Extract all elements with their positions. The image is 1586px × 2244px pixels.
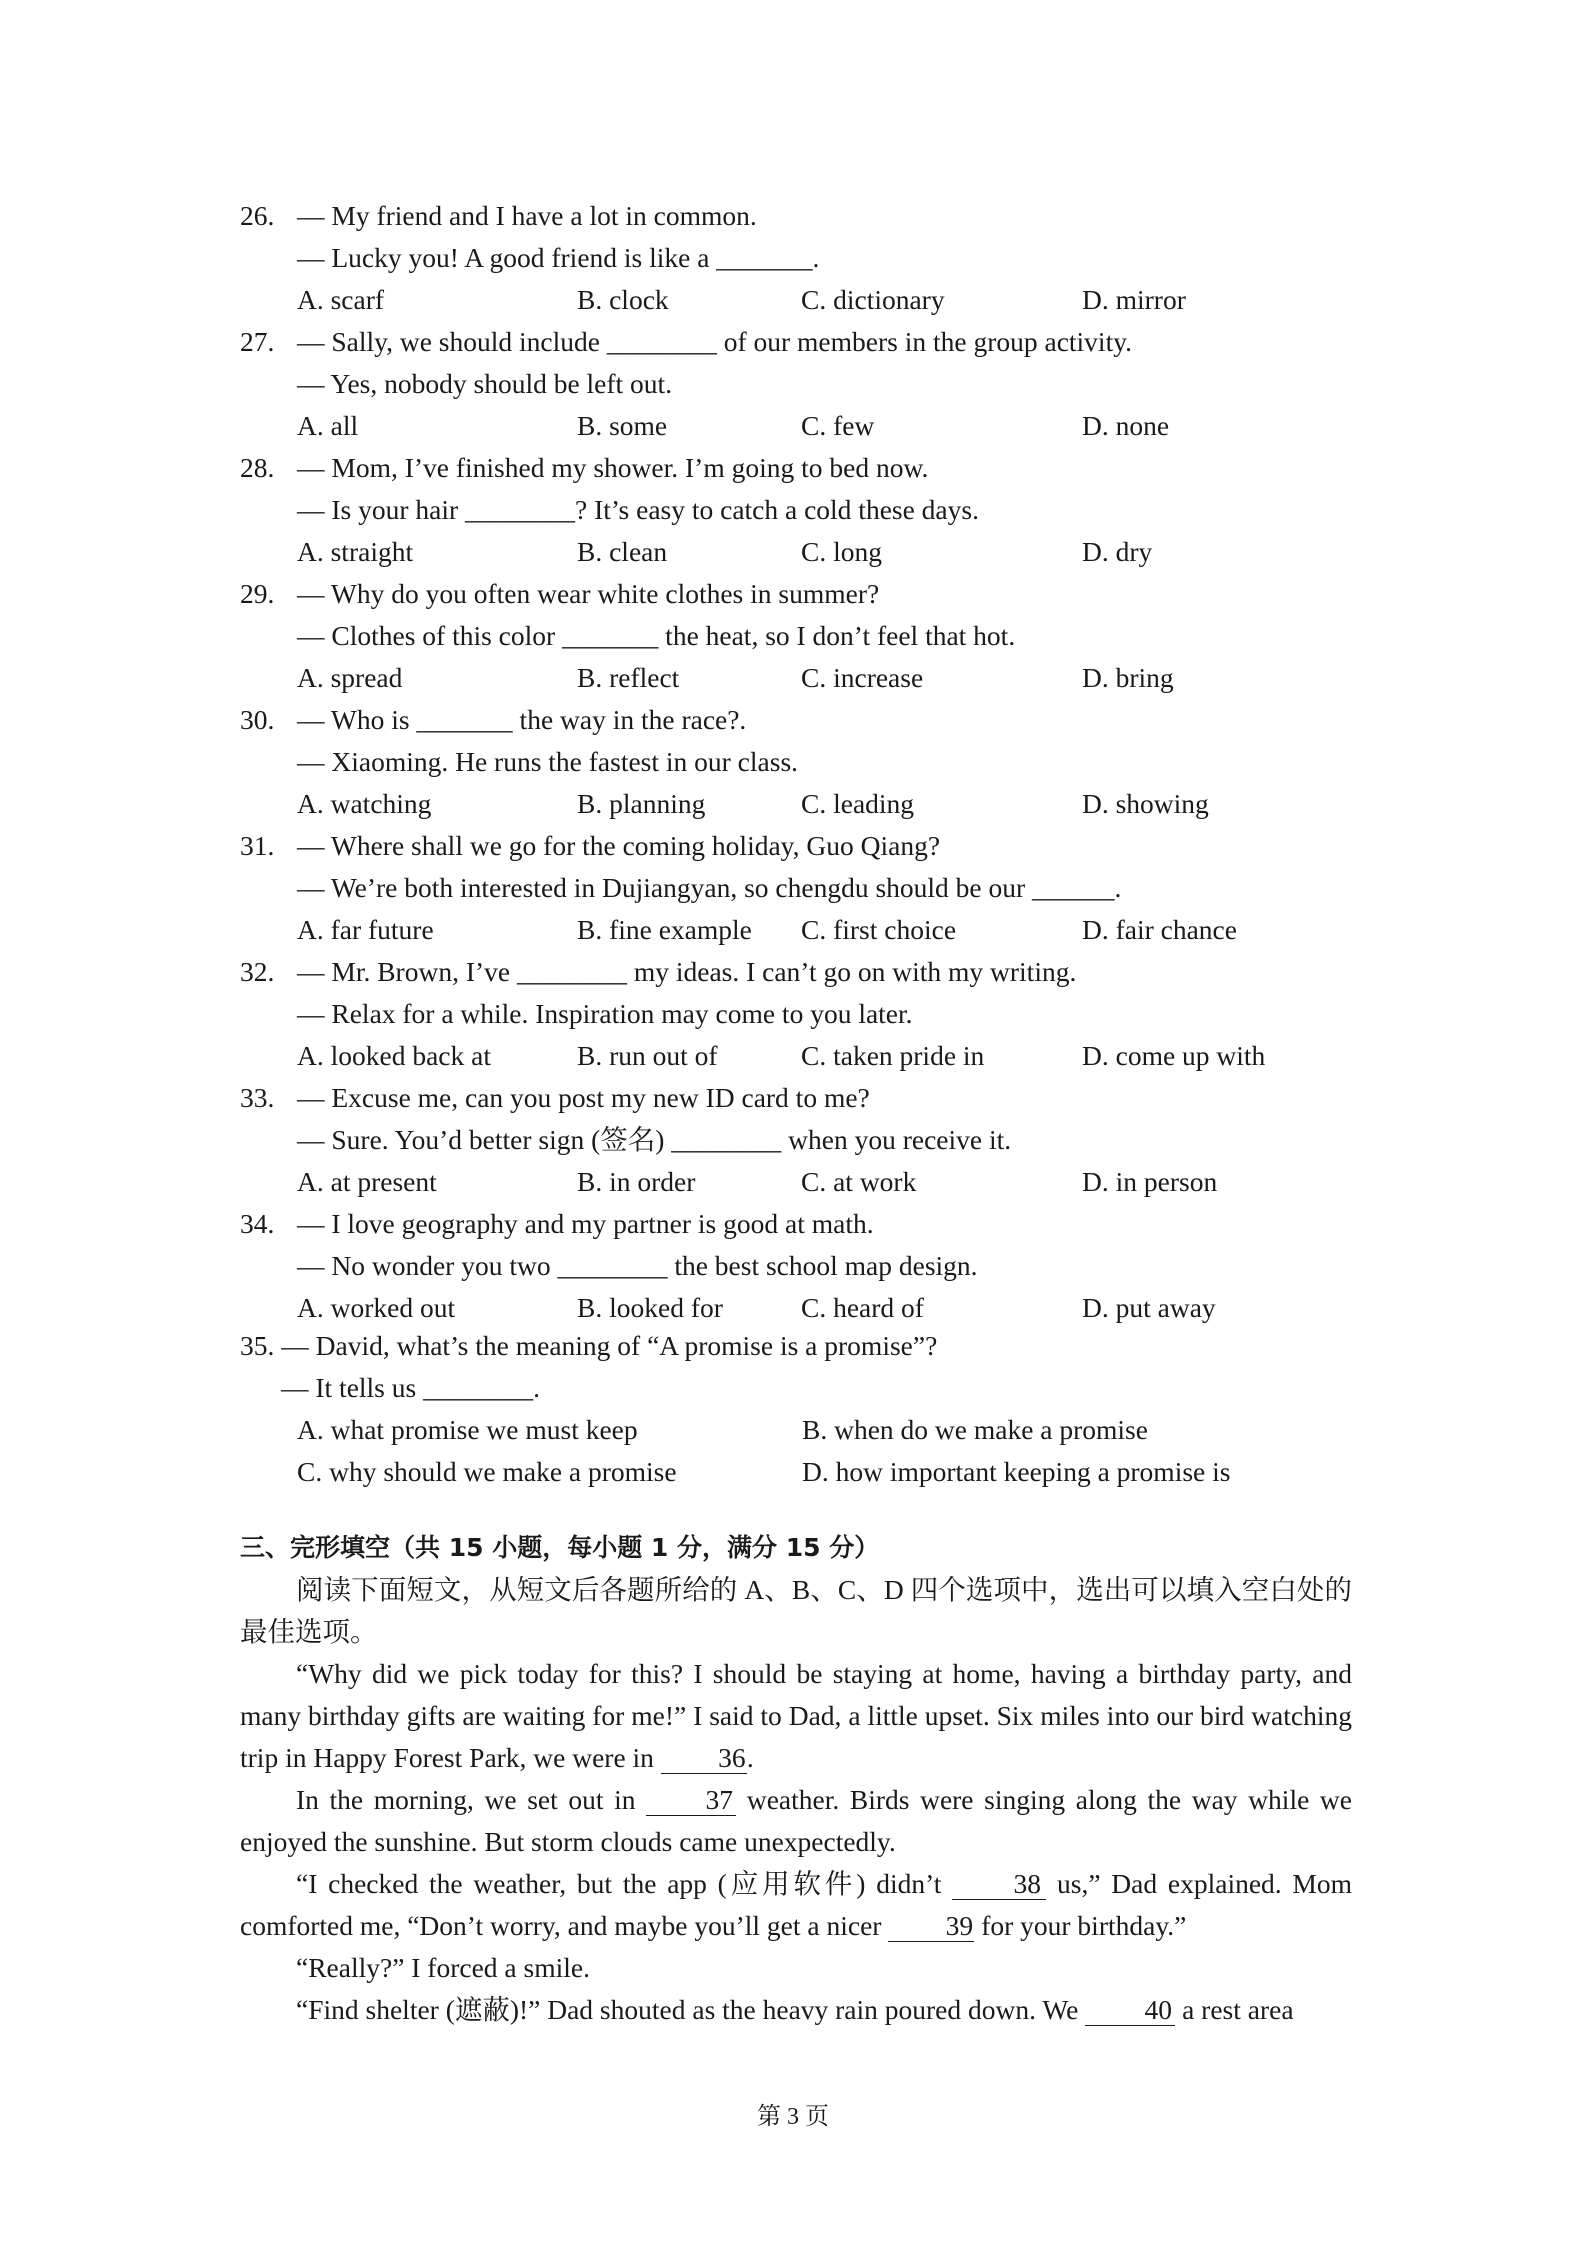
option: A. far future <box>297 914 434 945</box>
question-text: — Why do you often wear white clothes in summer? <box>297 578 880 609</box>
option: A. looked back at <box>297 1040 491 1071</box>
section-instruction: 阅读下面短文，从短文后各题所给的 A、B、C、D 四个选项中，选出可以填入空白处的最佳选项。 <box>240 1574 1352 1647</box>
passage-text: weather. Birds were singing along the way while we enjoyed the sunshine. But storm clouds came unexpectedly. <box>240 1784 1352 1857</box>
options-row <box>240 531 1370 573</box>
option: A. straight <box>297 536 414 567</box>
option: C. increase <box>801 662 924 693</box>
passage-text: “I checked the weather, but the app (应用软件) didn’t <box>296 1868 942 1899</box>
question-item <box>240 1077 1370 1203</box>
passage-text: for your birthday.” <box>981 1910 1187 1941</box>
option: D. dry <box>1082 536 1153 567</box>
question-line <box>240 1203 1370 1245</box>
question-text: — Sally, we should include ________ of our members in the group activity. <box>297 326 1133 357</box>
question-line: — Xiaoming. He runs the fastest in our class. <box>297 746 799 777</box>
options-row <box>240 1035 1370 1077</box>
blank-36: 36 <box>661 1743 747 1774</box>
option: C. at work <box>801 1166 917 1197</box>
options-row <box>240 1409 1370 1451</box>
question-line <box>240 825 1370 867</box>
options-row <box>240 279 1370 321</box>
option: B. reflect <box>577 662 680 693</box>
option: C. leading <box>801 788 915 819</box>
blank-37: 37 <box>646 1785 736 1816</box>
passage-paragraph <box>240 1989 1352 2031</box>
question-line <box>240 699 1370 741</box>
question-line: — It tells us ________. <box>281 1372 540 1403</box>
options-row <box>240 1451 1370 1493</box>
question-item <box>240 1203 1370 1329</box>
question-line <box>240 951 1370 993</box>
question-item <box>240 699 1370 825</box>
question-line: — We’re both interested in Dujiangyan, so chengdu should be our ______. <box>297 872 1122 903</box>
passage-paragraph: “Really?” I forced a smile. <box>296 1952 590 1983</box>
option: B. some <box>577 410 668 441</box>
option: A. at present <box>297 1166 437 1197</box>
question-item <box>240 951 1370 1077</box>
option: B. looked for <box>577 1292 723 1323</box>
question-line: — Clothes of this color _______ the heat, so I don’t feel that hot. <box>297 620 1016 651</box>
option: B. fine example <box>577 914 752 945</box>
passage-text: “Why did we pick today for this? I should be staying at home, having a birthday party, and many birthday gifts are waiting for me!” I said to Dad, a little upset. Six miles into our bird watching trip in Happy Forest Park, we were in <box>240 1658 1352 1773</box>
question-block <box>240 195 1370 1329</box>
page-number: 第 3 页 <box>757 2104 829 2130</box>
cloze-section <box>240 1527 1352 2031</box>
question-item <box>240 195 1370 321</box>
option: B. planning <box>577 788 706 819</box>
blank-40: 40 <box>1085 1995 1175 2026</box>
option: C. why should we make a promise <box>297 1456 677 1487</box>
option: C. long <box>801 536 882 567</box>
question-line <box>240 573 1370 615</box>
question-number: 34. <box>240 1208 275 1239</box>
question-number: 31. <box>240 830 275 861</box>
question-line: — Sure. You’d better sign (签名) ________ when you receive it. <box>297 1124 1012 1155</box>
passage-paragraph <box>240 1863 1352 1947</box>
passage-text: . <box>746 1742 754 1773</box>
question-item <box>240 825 1370 951</box>
question-line: 35. — David, what’s the meaning of “A promise is a promise”? <box>240 1330 938 1361</box>
options-row <box>240 1161 1370 1203</box>
question-line <box>240 447 1370 489</box>
question-text: — Excuse me, can you post my new ID card to me? <box>297 1082 870 1113</box>
question-line: — No wonder you two ________ the best school map design. <box>297 1250 978 1281</box>
passage-text: In the morning, we set out in <box>296 1784 636 1815</box>
question-line: — Is your hair ________? It’s easy to catch a cold these days. <box>297 494 979 525</box>
options-row <box>240 1287 1370 1329</box>
option: A. all <box>297 410 359 441</box>
option: D. showing <box>1082 788 1209 819</box>
question-text: — Where shall we go for the coming holiday, Guo Qiang? <box>297 830 941 861</box>
passage-text: us,” Dad explained. Mom comforted me, “Don’t worry, and maybe you’ll get a nicer <box>240 1868 1353 1941</box>
question-number: 29. <box>240 578 275 609</box>
option: D. mirror <box>1082 284 1186 315</box>
option: C. few <box>801 410 875 441</box>
option: B. in order <box>577 1166 696 1197</box>
blank-39: 39 <box>888 1911 974 1942</box>
blank-38: 38 <box>952 1869 1046 1900</box>
question-line <box>240 1077 1370 1119</box>
passage-text: a rest area <box>1182 1994 1294 2025</box>
option: D. in person <box>1082 1166 1218 1197</box>
option: B. clock <box>577 284 669 315</box>
question-number: 32. <box>240 956 275 987</box>
question-number: 33. <box>240 1082 275 1113</box>
question-number: 27. <box>240 326 275 357</box>
question-line <box>240 195 1370 237</box>
question-text: — Mom, I’ve finished my shower. I’m going to bed now. <box>297 452 929 483</box>
question-text: — I love geography and my partner is good at math. <box>297 1208 874 1239</box>
option: A. worked out <box>297 1292 456 1323</box>
option: D. bring <box>1082 662 1174 693</box>
question-text: — Who is _______ the way in the race?. <box>297 704 747 735</box>
option: D. fair chance <box>1082 914 1237 945</box>
options-row <box>240 405 1370 447</box>
question-line <box>240 321 1370 363</box>
option: B. run out of <box>577 1040 718 1071</box>
question-number: 26. <box>240 200 275 231</box>
question-item <box>240 447 1370 573</box>
question-35 <box>240 1325 1370 1493</box>
option: D. how important keeping a promise is <box>802 1456 1231 1487</box>
option: D. come up with <box>1082 1040 1266 1071</box>
passage-text: “Find shelter (遮蔽)!” Dad shouted as the heavy rain poured down. We <box>296 1994 1079 2025</box>
question-text: — My friend and I have a lot in common. <box>297 200 757 231</box>
option: A. watching <box>297 788 432 819</box>
option: C. first choice <box>801 914 957 945</box>
question-text: — Mr. Brown, I’ve ________ my ideas. I can’t go on with my writing. <box>297 956 1077 987</box>
question-item <box>240 321 1370 447</box>
question-line: — Lucky you! A good friend is like a _______. <box>297 242 820 273</box>
question-number: 28. <box>240 452 275 483</box>
question-item <box>240 573 1370 699</box>
section-title: 三、完形填空（共 15 小题，每小题 1 分，满分 15 分） <box>240 1533 880 1562</box>
question-line: — Yes, nobody should be left out. <box>297 368 673 399</box>
passage-paragraph <box>240 1779 1352 1863</box>
question-number: 30. <box>240 704 275 735</box>
option: C. taken pride in <box>801 1040 985 1071</box>
options-row <box>240 909 1370 951</box>
option: A. spread <box>297 662 403 693</box>
option: C. dictionary <box>801 284 945 315</box>
option: B. when do we make a promise <box>802 1414 1148 1445</box>
option: D. none <box>1082 410 1170 441</box>
option: A. what promise we must keep <box>297 1414 638 1445</box>
passage-paragraph <box>240 1653 1352 1779</box>
question-line: — Relax for a while. Inspiration may come to you later. <box>297 998 913 1029</box>
options-row <box>240 783 1370 825</box>
option: A. scarf <box>297 284 385 315</box>
options-row <box>240 657 1370 699</box>
option: B. clean <box>577 536 668 567</box>
option: C. heard of <box>801 1292 924 1323</box>
option: D. put away <box>1082 1292 1216 1323</box>
